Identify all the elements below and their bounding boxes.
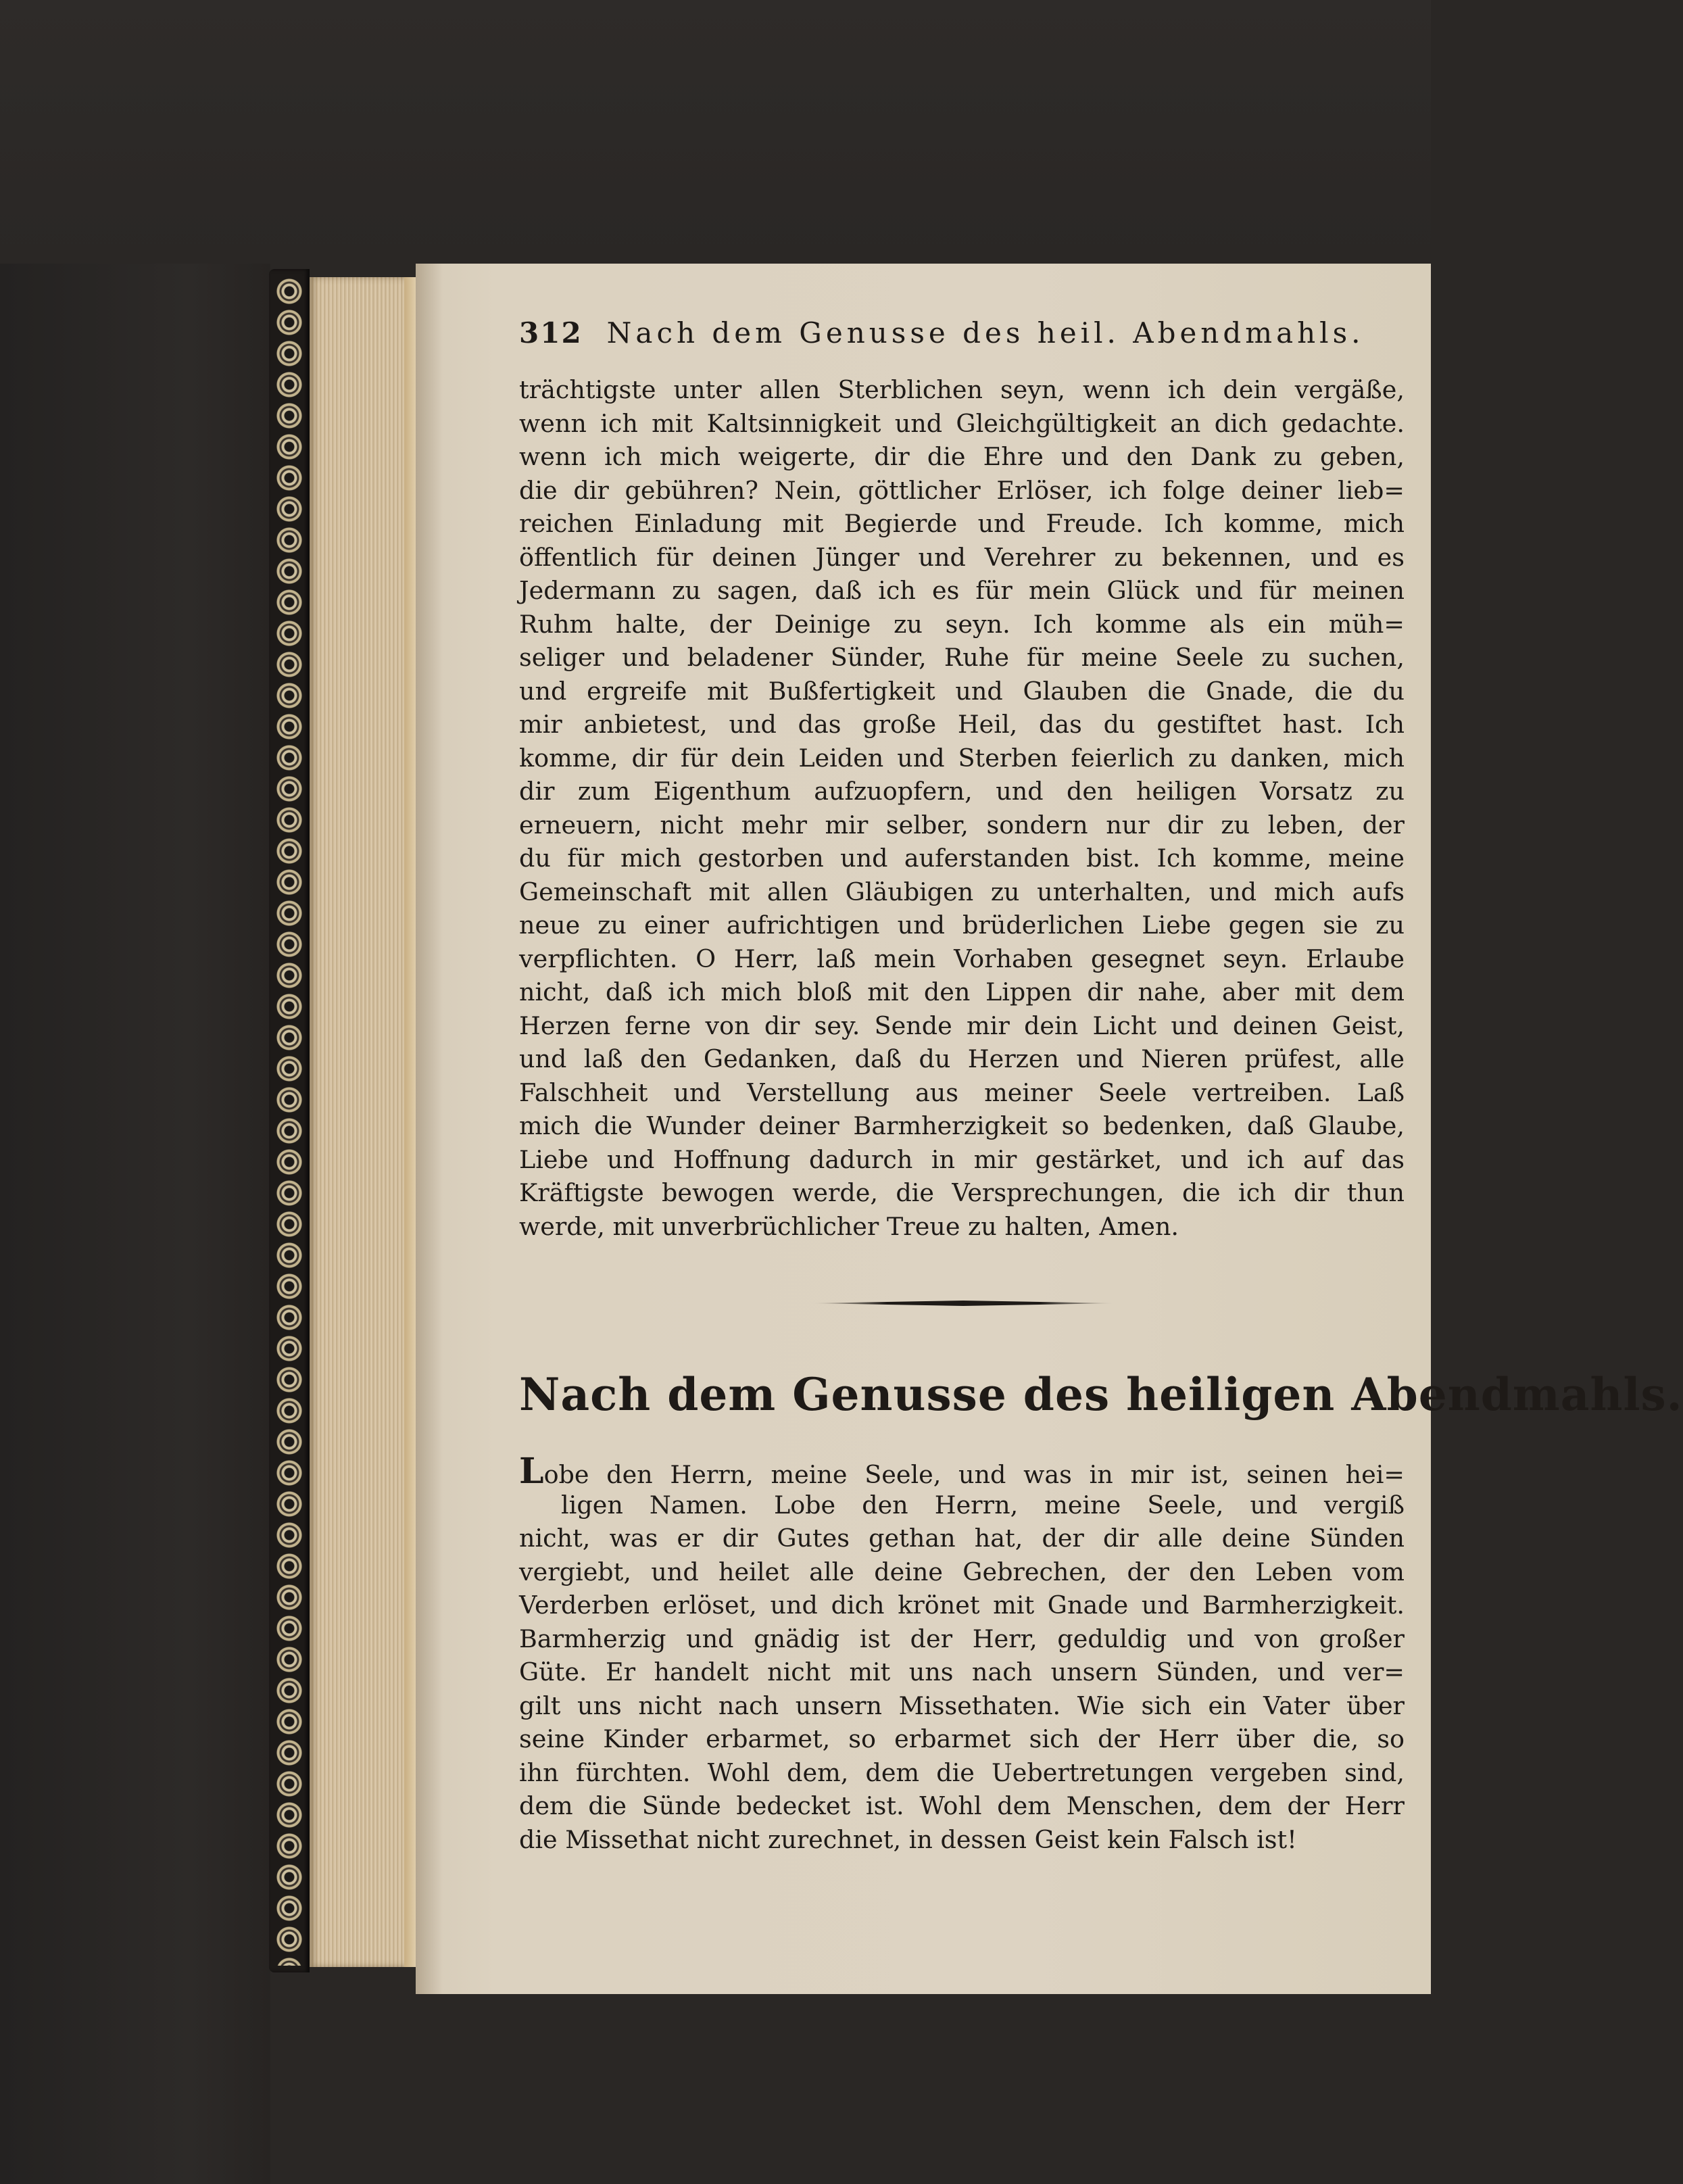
text-line: ihn fürchten. Wohl dem, dem die Uebertretungen vergeben sind, xyxy=(519,1757,1405,1787)
text-line: und ergreife mit Bußfertigkeit und Glauben die Gnade, die du xyxy=(519,676,1405,706)
text-line xyxy=(519,1451,1405,1492)
text-line: neue zu einer aufrichtigen und brüderlichen Liebe gegen sie zu xyxy=(519,911,1405,940)
text-line: Verderben erlöset, und dich krönet mit Gnade und Barmherzigkeit. xyxy=(519,1591,1405,1620)
text-line: öffentlich für deinen Jünger und Verehrer zu bekennen, und es xyxy=(519,542,1405,572)
text-line: Güte. Er handelt nicht mit uns nach unsern Sünden, und ver= xyxy=(519,1657,1405,1686)
text-line: seliger und beladener Sünder, Ruhe für meine Seele zu suchen, xyxy=(519,643,1405,672)
dark-backdrop xyxy=(0,0,270,2184)
text-line: mich die Wunder deiner Barmherzigkeit so bedenken, daß Glaube, xyxy=(519,1111,1405,1140)
gilt-ornament-icon xyxy=(274,276,304,1966)
psalm-text xyxy=(519,1451,1405,1856)
book-spine xyxy=(269,269,310,1972)
text-line: Barmherzig und gnädig ist der Herr, geduldig und von großer xyxy=(519,1624,1405,1653)
text-line: werde, mit unverbrüchlicher Treue zu halten, Amen. xyxy=(519,1211,1179,1241)
section-heading: Nach dem Genusse des heiligen Abendmahls. xyxy=(519,1368,1683,1421)
text-line: Jedermann zu sagen, daß ich es für mein Glück und für meinen xyxy=(519,576,1405,605)
text-line: trächtigste unter allen Sterblichen seyn, wenn ich dein vergäße, xyxy=(519,375,1405,404)
prayer-text xyxy=(519,373,1405,1243)
text-line: nicht, daß ich mich bloß mit den Lippen dir nahe, aber mit dem xyxy=(519,977,1405,1006)
text-line: und laß den Gedanken, daß du Herzen und Nieren prüfest, alle xyxy=(519,1044,1405,1073)
text-line: wenn ich mich weigerte, dir die Ehre und den Dank zu geben, xyxy=(519,442,1405,471)
text-line: reichen Einladung mit Begierde und Freude. Ich komme, mich xyxy=(519,509,1405,538)
running-head xyxy=(519,316,1405,357)
text-line: die Missethat nicht zurechnet, in dessen Geist kein Falsch ist! xyxy=(519,1824,1297,1854)
text-line: nicht, was er dir Gutes gethan hat, der dir alle deine Sünden xyxy=(519,1524,1405,1553)
text-line: seine Kinder erbarmet, so erbarmet sich der Herr über die, so xyxy=(519,1724,1405,1753)
text-line: verpflichten. O Herr, laß mein Vorhaben gesegnet seyn. Erlaube xyxy=(519,944,1405,973)
text-line: Gemeinschaft mit allen Gläubigen zu unterhalten, und mich aufs xyxy=(519,877,1405,906)
text-line: Ruhm halte, der Deinige zu seyn. Ich komme als ein müh= xyxy=(519,609,1405,639)
page-edges xyxy=(310,277,418,1967)
text-line: Kräftigste bewogen werde, die Versprechungen, die ich dir thun xyxy=(519,1178,1405,1207)
text-line: Liebe und Hoffnung dadurch in mir gestärket, und ich auf das xyxy=(519,1144,1405,1174)
text-line: ligen Namen. Lobe den Herrn, meine Seele, und vergiß xyxy=(561,1490,1405,1520)
first-line-text: obe den Herrn, meine Seele, und was in mir ist, seinen hei= xyxy=(543,1460,1405,1489)
gutter-shadow xyxy=(416,264,443,1994)
text-line: Falschheit und Verstellung aus meiner Seele vertreiben. Laß xyxy=(519,1077,1405,1107)
text-line: erneuern, nicht mehr mir selber, sondern nur dir zu leben, der xyxy=(519,810,1405,840)
text-line: vergiebt, und heilet alle deine Gebrechen, der den Leben vom xyxy=(519,1557,1405,1586)
text-line: Herzen ferne von dir sey. Sende mir dein Licht und deinen Geist, xyxy=(519,1011,1405,1040)
text-line: dem die Sünde bedecket ist. Wohl dem Menschen, dem der Herr xyxy=(519,1791,1405,1820)
text-line: komme, dir für dein Leiden und Sterben feierlich zu danken, mich xyxy=(519,743,1405,773)
text-line: du für mich gestorben und auferstanden bist. Ich komme, meine xyxy=(519,844,1405,873)
text-line: wenn ich mit Kaltsinnigkeit und Gleichgültigkeit an dich gedachte. xyxy=(519,408,1405,438)
text-line: mir anbietest, und das große Heil, das du gestiftet hast. Ich xyxy=(519,710,1405,739)
dark-backdrop-top xyxy=(0,0,1431,264)
text-line: dir zum Eigenthum aufzuopfern, und den heiligen Vorsatz zu xyxy=(519,777,1405,806)
drop-initial: L xyxy=(519,1451,544,1492)
text-line: die dir gebühren? Nein, göttlicher Erlöser, ich folge deiner lieb= xyxy=(519,475,1405,505)
page-number: 312 xyxy=(519,316,583,349)
text-line: gilt uns nicht nach unsern Missethaten. Wie sich ein Vater über xyxy=(519,1691,1405,1720)
running-title: Nach dem Genusse des heil. Abendmahls. xyxy=(606,316,1365,349)
